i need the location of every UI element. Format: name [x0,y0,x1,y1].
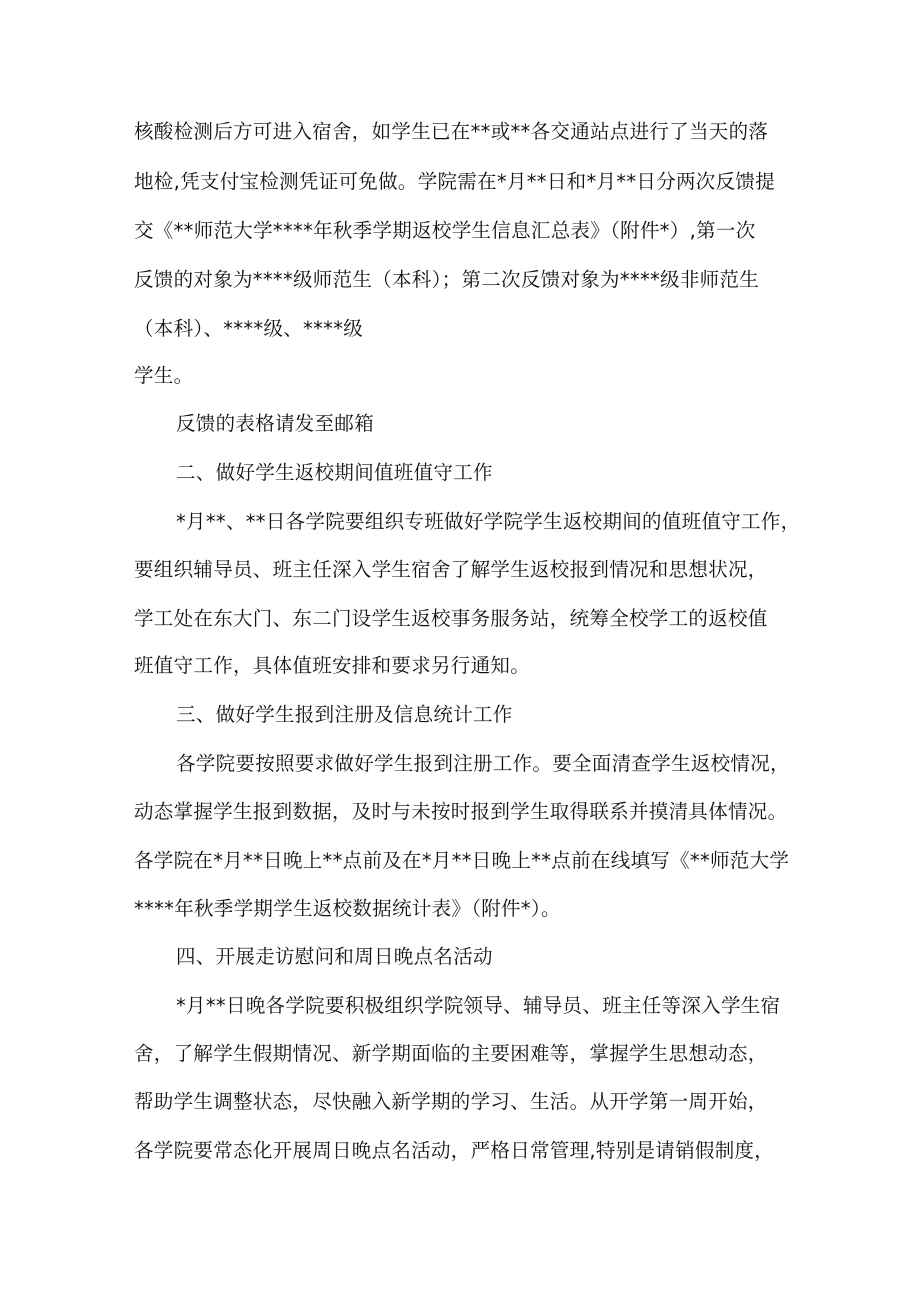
text-line: 各学院要常态化开展周日晚点名活动，严格日常管理,特别是请销假制度， [134,1139,775,1162]
text-line: 各学院在*月**日晚上**点前及在*月**日晚上**点前在线填写《**师范大学 [134,849,790,872]
text-line: ****年秋季学期学生返校数据统计表》（附件*）。 [134,897,561,920]
section-heading: 二、做好学生返校期间值班值守工作 [176,461,493,484]
section-heading: 三、做好学生报到注册及信息统计工作 [176,703,513,726]
text-line: 班值守工作，具体值班安排和要求另行通知。 [134,654,531,677]
text-line: *月**、**日各学院要组织专班做好学院学生返校期间的值班值守工作， [176,510,801,533]
text-line: 动态掌握学生报到数据，及时与未按时报到学生取得联系并摸清具体情况。 [134,800,788,823]
text-line: 地检,凭支付宝检测凭证可免做。学院需在*月**日和*月**日分两次反馈提 [134,170,775,193]
text-line: 核酸检测后方可进入宿舍，如学生已在**或**各交通站点进行了当天的落 [134,120,769,143]
text-line: 学工处在东大门、东二门设学生返校事务服务站，统筹全校学工的返校值 [134,607,768,630]
text-line: （本科）、****级、****级 [134,317,364,340]
text-line: 学生。 [134,364,194,387]
text-line: 舍，了解学生假期情况、新学期面临的主要困难等，掌握学生思想动态， [134,1042,768,1065]
text-line: *月**日晚各学院要积极组织学院领导、辅导员、班主任等深入学生宿 [176,994,781,1017]
text-line: 反馈的表格请发至邮箱 [176,412,375,435]
section-heading: 四、开展走访慰问和周日晚点名活动 [176,945,493,968]
text-line: 交《**师范大学****年秋季学期返校学生信息汇总表》（附件*）,第一次 [134,219,756,242]
text-line: 要组织辅导员、班主任深入学生宿舍了解学生返校报到情况和思想状况， [134,558,768,581]
text-line: 帮助学生调整状态，尽快融入新学期的学习、生活。从开学第一周开始， [134,1090,768,1113]
text-line: 反馈的对象为****级师范生（本科）；第二次反馈对象为****级非师范生 [134,268,760,291]
text-line: 各学院要按照要求做好学生报到注册工作。要全面清查学生返校情况， [176,752,790,775]
